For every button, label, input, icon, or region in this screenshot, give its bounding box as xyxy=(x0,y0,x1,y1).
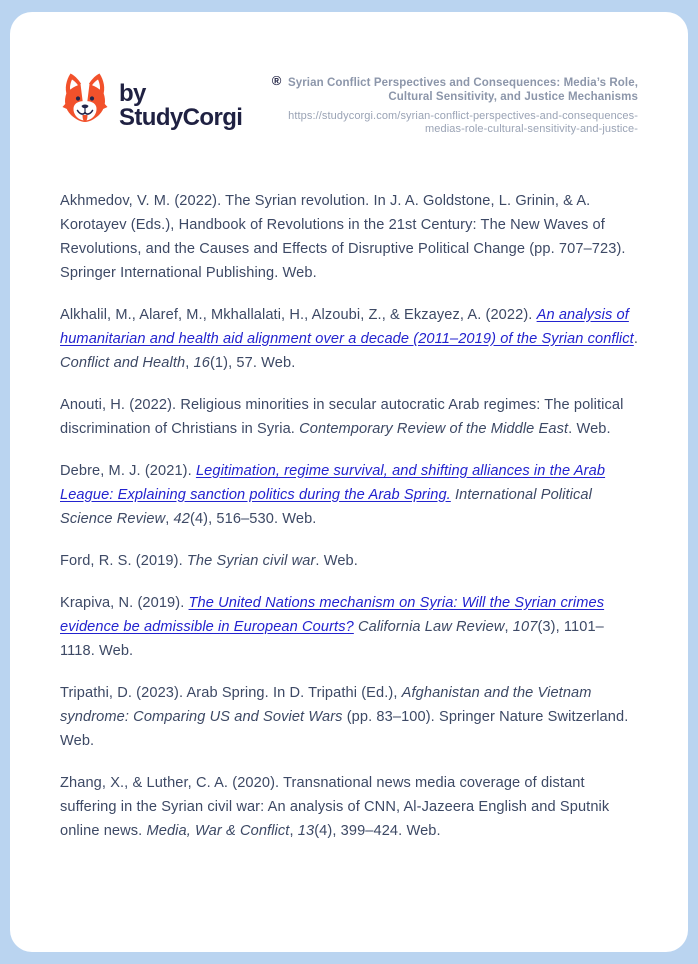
reference-entry xyxy=(60,549,638,573)
reference-text: . Web. xyxy=(568,420,611,437)
corgi-logo-icon xyxy=(60,71,110,128)
reference-italic-text: Afghanistan and the Vietnam syndrome: Comparing US and Soviet Wars xyxy=(60,684,592,725)
document-url-link[interactable]: https://studycorgi.com/syrian-conflict-perspectives-and-consequences-medias-role-cultural-sensitivity-and-justice- xyxy=(288,109,638,136)
reference-entry xyxy=(60,681,638,753)
reference-text: Zhang, X., & Luther, C. A. (2020). Transnational news media coverage of distant suffering in the Syrian civil war: An analysis of CNN, Al-Jazeera English and Sputnik online news. xyxy=(60,774,610,839)
reference-text: . Web. xyxy=(315,552,358,569)
reference-entry xyxy=(60,459,638,531)
references-list xyxy=(60,189,638,843)
document-title-block xyxy=(281,68,638,137)
reference-text: , xyxy=(185,354,194,371)
reference-italic-text: 16 xyxy=(193,354,210,371)
reference-entry xyxy=(60,189,638,285)
reference-text: Debre, M. J. (2021). xyxy=(60,462,196,479)
reference-italic-text: California Law Review xyxy=(357,618,505,635)
reference-link[interactable]: An analysis of humanitarian and health aid alignment over a decade (2011–2019) of the Syrian conflict xyxy=(60,306,634,347)
reference-text: (3), 1101–1118. Web. xyxy=(60,618,604,659)
reference-text: . xyxy=(633,330,638,347)
reference-text: Alkhalil, M., Alaref, M., Mkhallalati, H., Alzoubi, Z., & Ekzayez, A. (2022). xyxy=(60,306,537,323)
reference-text: , xyxy=(165,510,174,527)
document-title: Syrian Conflict Perspectives and Consequences: Media’s Role, Cultural Sensitivity, and Justice Mechanisms xyxy=(287,77,638,104)
brand-name: by StudyCorgi xyxy=(119,80,243,131)
reference-entry xyxy=(60,303,638,375)
reference-page-card xyxy=(10,12,688,952)
reference-text: (4), 399–424. Web. xyxy=(314,822,441,839)
reference-italic-text: 13 xyxy=(297,822,315,839)
reference-italic-text: Media, War & Conflict xyxy=(146,822,290,839)
reference-italic-text: International Political Science Review xyxy=(60,486,592,527)
reference-italic-text: Conflict and Health xyxy=(60,354,186,371)
reference-entry xyxy=(60,393,638,441)
reference-text: Ford, R. S. (2019). xyxy=(60,552,187,569)
reference-text: , xyxy=(289,822,298,839)
reference-text: Krapiva, N. (2019). xyxy=(60,594,189,611)
reference-italic-text: The Syrian civil war xyxy=(186,552,316,569)
studycorgi-brand[interactable] xyxy=(60,68,281,130)
reference-text: , xyxy=(504,618,513,635)
reference-italic-text: 107 xyxy=(512,618,538,635)
reference-text: Anouti, H. (2022). Religious minorities in secular autocratic Arab regimes: The political discrimination of Christians in Syria. xyxy=(60,396,624,437)
reference-text: Tripathi, D. (2023). Arab Spring. In D. Tripathi (Ed.), xyxy=(60,684,402,701)
reference-link[interactable]: Legitimation, regime survival, and shifting alliances in the Arab League: Explaining sanction politics during the Arab Spring. xyxy=(60,462,606,503)
reference-text: (4), 516–530. Web. xyxy=(189,510,317,527)
reference-italic-text: 42 xyxy=(173,510,190,527)
reference-entry xyxy=(60,591,638,663)
reference-text: (1), 57. Web. xyxy=(209,354,296,371)
reference-entry xyxy=(60,771,638,843)
reference-text: Akhmedov, V. M. (2022). The Syrian revolution. In J. A. Goldstone, L. Grinin, & A. Korotayev (Eds.), Handbook of Revolutions in the 21st Century: The New Waves of Revolutions, and the Causes and Effects of Disruptive Political Change (pp. 707–723). Springer International Publishing. Web. xyxy=(60,192,626,281)
reference-link[interactable]: The United Nations mechanism on Syria: Will the Syrian crimes evidence be admissible in European Courts? xyxy=(60,594,605,635)
registered-trademark: ® xyxy=(271,73,282,88)
reference-text: (pp. 83–100). Springer Nature Switzerland. Web. xyxy=(60,708,629,749)
reference-italic-text: Contemporary Review of the Middle East xyxy=(299,420,569,437)
page-header xyxy=(60,68,638,137)
